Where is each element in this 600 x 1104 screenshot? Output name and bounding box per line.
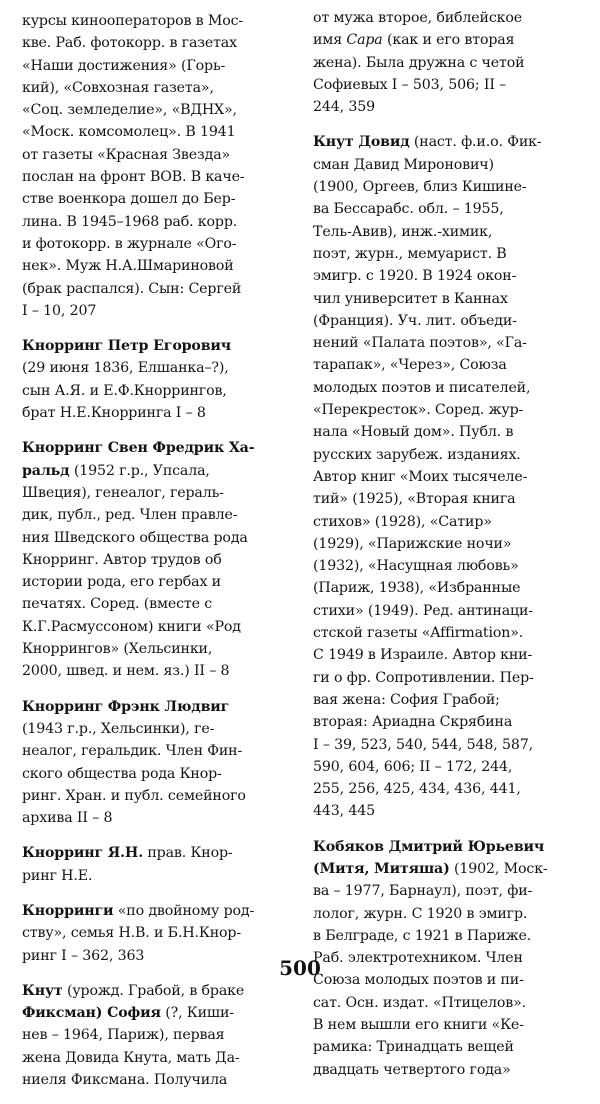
entry-line: I – 39, 523, 540, 544, 548, 587, [313,736,533,753]
entry-line: I – 10, 207 [22,302,97,319]
entry-line: ва Бессарабс. обл. – 1955, [313,201,504,218]
entry-line: «Наши достижения» (Горь- [22,57,226,74]
entry-line: вая жена: София Грабой; [313,691,500,708]
entry-line: С 1949 в Израиле. Автор кни- [313,647,533,664]
dictionary-entry [22,980,294,1091]
entry-line: Союза молодых поэтов и пи- [313,972,524,989]
entry-line: нев – 1964, Париж), первая [22,1027,225,1044]
entry-line: нала «Новый дом». Публ. в [313,424,514,441]
entry-line: Раб. электротехником. Член [313,950,523,967]
entry-line: В нем вышли его книги «Ке- [313,1017,524,1034]
entry-line: (Франция). Уч. лит. объеди- [313,312,517,329]
entry-line: Кнорринг. Автор трудов об [22,551,222,568]
entry-line: (29 июня 1836, Елшанка–?), [22,360,229,377]
entry-line: вторая: Ариадна Скрябина [313,714,513,731]
dictionary-entry [313,131,585,822]
entry-line: Кнорринг Я.Н. прав. Кнор- [22,845,233,862]
entry-line: 443, 445 [313,803,375,820]
entry-line: ния Шведского общества рода [22,529,248,546]
dictionary-entry [22,335,294,424]
entry-line: ского общества рода Кнор- [22,765,222,782]
entry-line: К.Г.Расмуссоном) книги «Род [22,618,241,635]
entry-line: в Белграде, с 1921 в Париже. [313,927,532,944]
entry-line: поэт, журн., мемуарист. В [313,245,507,262]
dictionary-entry [22,842,294,887]
entry-line: Кнорринг Фрэнк Людвиг [22,698,230,715]
entry-line: (Митя, Митяша) (1902, Моск- [313,860,548,877]
entry-line: Фиксман) София (?, Киши- [22,1005,234,1022]
entry-line: кве. Раб. фотокорр. в газетах [22,35,237,52]
entry-line: двадцать четвертого года» [313,1061,511,1078]
entry-line: истории рода, его гербах и [22,574,221,591]
entry-line: «Моск. комсомолец». В 1941 [22,124,236,141]
entry-line: лина. В 1945–1968 раб. корр. [22,213,238,230]
entry-line: от мужа второе, библейское [313,10,522,26]
entry-line: стве военкора дошел до Бер- [22,191,236,208]
entry-line: (1943 г.р., Хельсинки), ге- [22,720,215,737]
entry-line: брат Н.Е.Кнорринга I – 8 [22,405,206,422]
entry-line: молодых поэтов и писателей, [313,379,531,396]
entry-line: сман Давид Миронович) [313,156,494,173]
entry-line: стихи» (1949). Ред. антинаци- [313,602,533,619]
entry-line: жена Довида Кнута, мать Да- [22,1049,240,1066]
dictionary-entry [313,7,585,118]
entry-line: Кнорринг Свен Фредрик Ха- [22,440,255,457]
entry-line: ральд (1952 г.р., Упсала, [22,462,210,479]
entry-line: Софиевых I – 503, 506; II – [313,76,507,93]
entry-line: архива II – 8 [22,810,113,827]
entry-line: (1932), «Насущная любовь» [313,558,519,575]
entry-line: печатях. Соред. (вместе с [22,596,212,613]
entry-line: Швеция), генеалог, гераль- [22,484,224,501]
entry-line: от газеты «Красная Звезда» [22,146,231,163]
entry-line: (Париж, 1938), «Избранные [313,580,521,597]
entry-line: Кнорринг Петр Егорович [22,338,232,355]
entry-line: стихов» (1928), «Сатир» [313,513,492,530]
entry-line: Кобяков Дмитрий Юрьевич [313,838,545,855]
entry-line: сын А.Я. и Е.Ф.Кноррингов, [22,382,227,399]
entry-line: русских зарубеж. изданиях. [313,446,521,463]
entry-line: «Перекресток». Соред. жур- [313,402,524,419]
entry-line: ва – 1977, Барнаул), поэт, фи- [313,883,533,900]
entry-line: сат. Осн. издат. «Птицелов». [313,994,526,1011]
entry-line: эмигр. с 1920. В 1924 окон- [313,268,517,285]
entry-line: ринг. Хран. и публ. семейного [22,787,246,804]
entry-line: ги о фр. Сопротивлении. Пер- [313,669,534,686]
entry-line: дик, публ., ред. Член правле- [22,507,238,524]
entry-line: лолог, журн. С 1920 в эмигр. [313,905,528,922]
entry-line: ству», семья Н.В. и Б.Н.Кнор- [22,925,242,942]
entry-line: 2000, швед. и нем. яз.) II – 8 [22,663,230,680]
dictionary-entry [22,696,294,830]
entry-line: Кнорринги «по двойному род- [22,902,255,919]
entry-line: ринг I – 362, 363 [22,947,145,964]
entry-line: курсы кинооператоров в Мос- [22,13,244,29]
dictionary-entry [22,437,294,682]
entry-line: жена). Была дружна с четой [313,54,525,71]
left-column [22,10,294,1104]
entry-line: рамика: Тринадцать вещей [313,1039,514,1056]
entry-line: ниеля Фиксмана. Получила [22,1072,228,1089]
entry-line: (1900, Оргеев, близ Кишине- [313,179,527,196]
entry-line: ринг Н.Е. [22,867,93,884]
entry-line: кий), «Совхозная газета», [22,79,214,96]
entry-line: и фотокорр. в журнале «Ого- [22,235,237,252]
entry-line: тий» (1925), «Вторая книга [313,491,516,508]
entry-line: 590, 604, 606; II – 172, 244, [313,758,513,775]
entry-line: чил университет в Каннах [313,290,508,307]
entry-line: «Соц. земледелие», «ВДНХ», [22,102,237,119]
entry-line: Автор книг «Моих тысячеле- [313,468,528,485]
entry-line: нений «Палата поэтов», «Га- [313,335,527,352]
dictionary-entry [22,10,294,322]
entry-line: послан на фронт ВОВ. В каче- [22,169,245,186]
entry-line: Кнут (урожд. Грабой, в браке [22,982,245,999]
entry-line: стской газеты «Affirmation». [313,625,524,642]
entry-line: (брак распался). Сын: Сергей [22,280,242,297]
entry-line: 255, 256, 425, 434, 436, 441, [313,781,521,798]
entry-line: Тель-Авив), инж.-химик, [313,223,493,240]
entry-line: Кноррингов» (Хельсинки, [22,641,213,658]
entry-line: нек». Муж Н.А.Шмариновой [22,258,234,275]
entry-line: неалог, геральдик. Член Фин- [22,743,243,760]
page-number: 500 [279,956,321,980]
entry-line: (1929), «Парижские ночи» [313,535,512,552]
right-column [313,10,585,1094]
entry-line: имя Сара (как и его вторая [313,32,515,49]
entry-line: тарапак», «Через», Союза [313,357,507,374]
entry-line: Кнут Довид (наст. ф.и.о. Фик- [313,134,542,151]
entry-line: 244, 359 [313,99,375,116]
